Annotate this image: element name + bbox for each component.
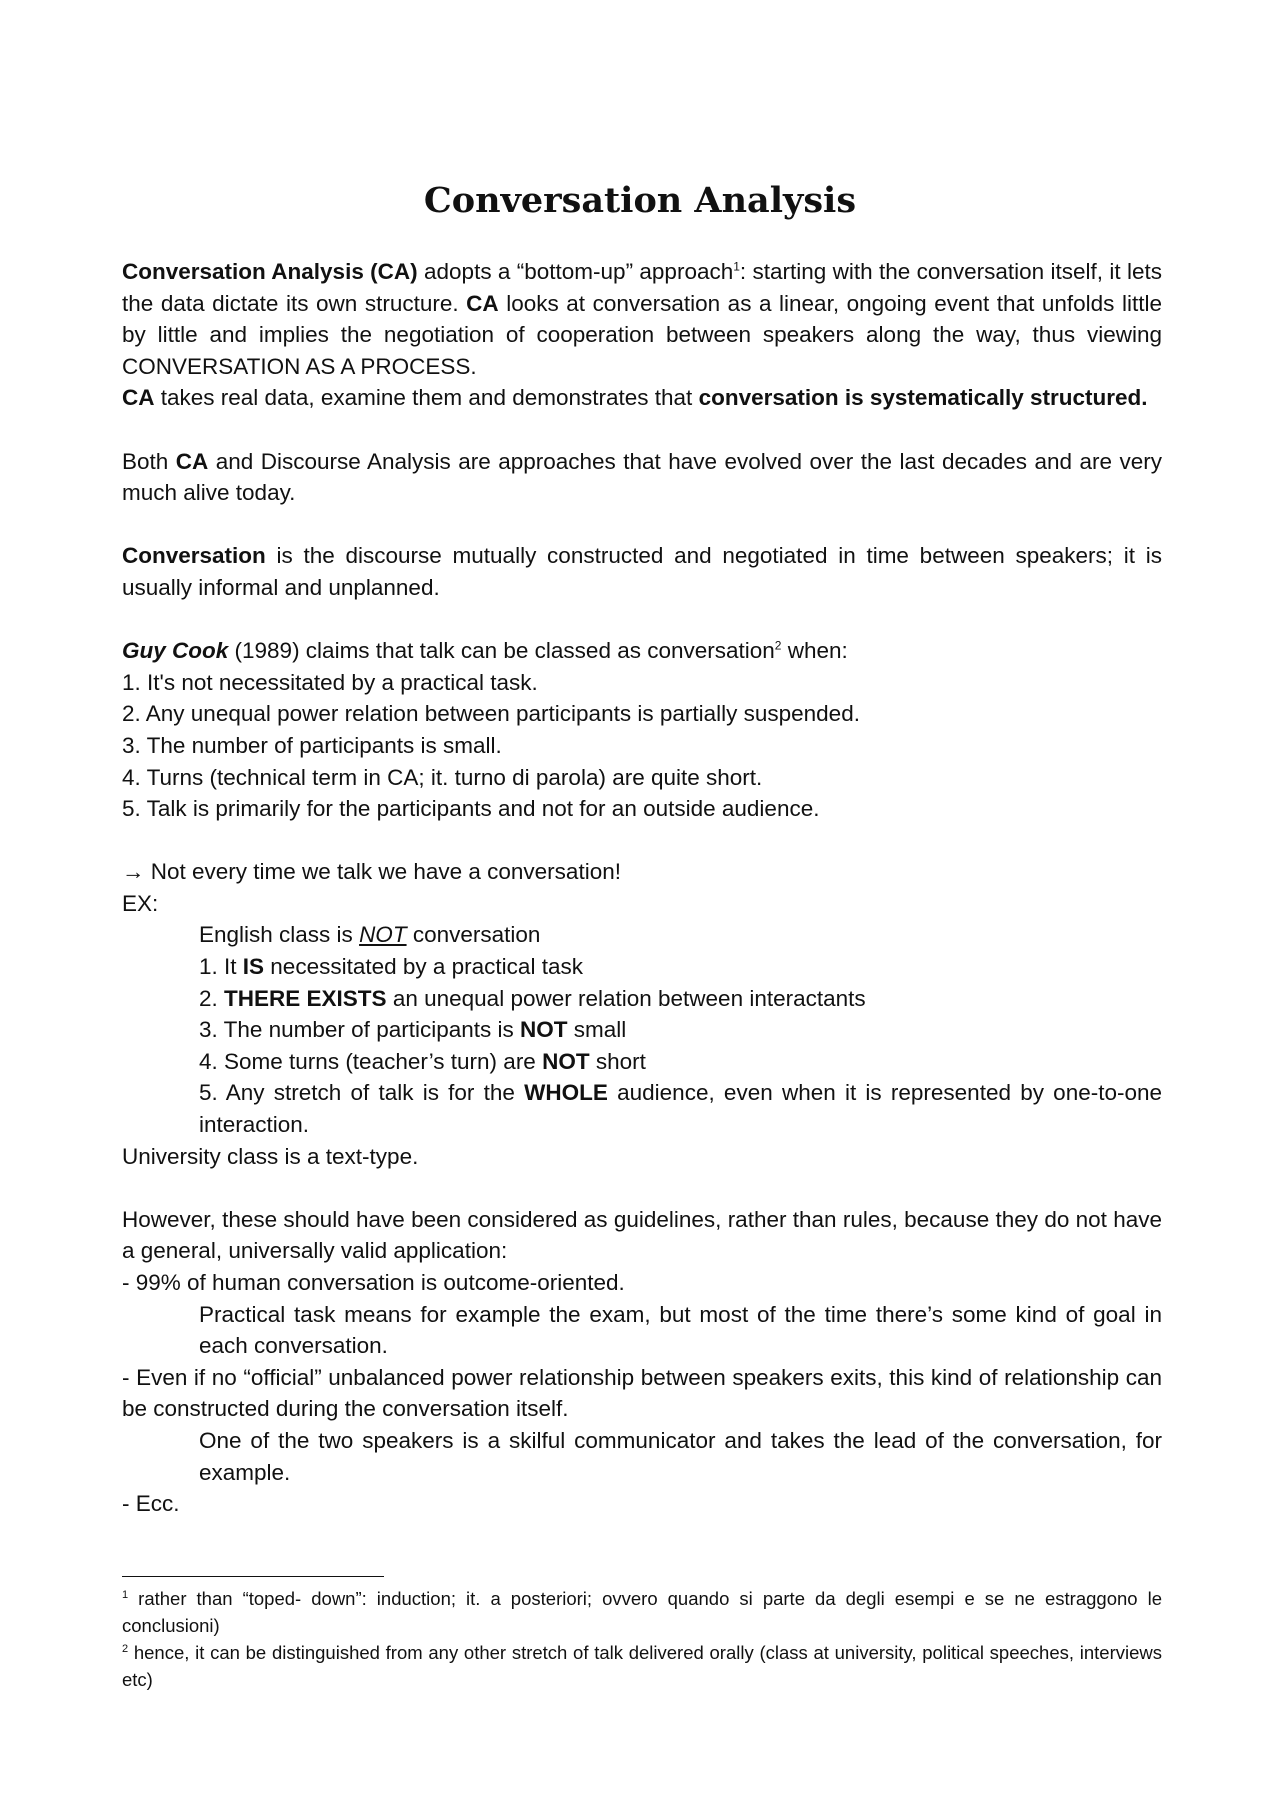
list-item: 5. Any stretch of talk is for the WHOLE audience, even when it is represented by one-to-one interaction. <box>199 1080 1163 1138</box>
list-item: 2. Any unequal power relation between participants is partially suspended. <box>122 701 860 727</box>
arrow-line: → Not every time we talk we have a conversation! <box>122 859 621 885</box>
list-item: 1. It's not necessitated by a practical task. <box>122 669 538 695</box>
ca-term: Conversation Analysis (CA) <box>122 259 418 284</box>
example-block <box>122 919 1162 1140</box>
author-name: Guy Cook <box>122 638 229 664</box>
list-item: 3. The number of participants is small. <box>122 732 502 758</box>
document-body <box>122 256 1162 1520</box>
intro-paragraph: Conversation Analysis (CA) adopts a “bottom-up” approach$^1$: starting with the conversation itself, it lets the data dictate its own structure. CA looks at conversation as a linear, ongoing event that unfolds little by little and implies the negotiation of cooperation between speakers along the way, thus viewing CONVERSATION AS A PROCESS. <box>122 259 1163 379</box>
example-heading: English class is NOT conversation <box>199 922 541 948</box>
bullet-note: Practical task means for example the exam, but most of the time there’s some kind of goal in each conversation. <box>199 1301 1162 1359</box>
list-item: 4. Some turns (teacher’s turn) are NOT short <box>199 1048 646 1074</box>
intro-paragraph-2: CA takes real data, examine them and demonstrates that conversation is systematically structured. <box>122 385 1148 411</box>
bullet-note: One of the two speakers is a skilful communicator and takes the lead of the conversation, for example. <box>199 1427 1162 1485</box>
list-item: 2. THERE EXISTS an unequal power relation between interactants <box>199 985 866 1011</box>
however-paragraph: However, these should have been considered as guidelines, rather than rules, because they do not have a general, universally valid application: <box>122 1206 1162 1264</box>
list-item: 5. Talk is primarily for the participants and not for an outside audience. <box>122 796 820 822</box>
list-item: 3. The number of participants is NOT small <box>199 1017 627 1043</box>
footnotes <box>122 1576 1162 1693</box>
page-title: Conversation Analysis <box>423 180 857 221</box>
cook-intro: Guy Cook (1989) claims that talk can be classed as conversation$^2$ when: <box>122 638 848 664</box>
footnote-ref-1: 1 <box>733 259 740 274</box>
list-item: 1. It IS necessitated by a practical task <box>199 954 583 980</box>
bullet-item: - Even if no “official” unbalanced power relationship between speakers exits, this kind of relationship can be constructed during the conversation itself. <box>122 1364 1162 1422</box>
footnote-separator <box>122 1576 384 1577</box>
list-item: 4. Turns (technical term in CA; it. turno di parola) are quite short. <box>122 764 763 790</box>
ex-label: EX: <box>122 890 159 916</box>
bullet-item: - 99% of human conversation is outcome-oriented. <box>122 1270 625 1295</box>
key-statement: conversation is systematically structured. <box>698 385 1148 411</box>
both-paragraph: Both CA and Discourse Analysis are approaches that have evolved over the last decades and are very much alive today. <box>122 448 1162 506</box>
definition-paragraph: Conversation is the discourse mutually constructed and negotiated in time between speakers; it is usually informal and unplanned. <box>122 543 1162 600</box>
footnote-2: $^2$ hence, it can be distinguished from any other stretch of talk delivered orally (class at university, political speeches, interviews etc) <box>122 1642 1162 1690</box>
university-line: University class is a text-type. <box>122 1143 419 1169</box>
footnote-1: $^1$ rather than “toped- down”: induction; it. a posteriori; ovvero quando si parte da degli esempi e se ne estraggono le conclusioni) <box>122 1588 1162 1636</box>
bullet-item: - Ecc. <box>122 1491 180 1517</box>
footnote-ref-2: 2 <box>774 638 782 653</box>
